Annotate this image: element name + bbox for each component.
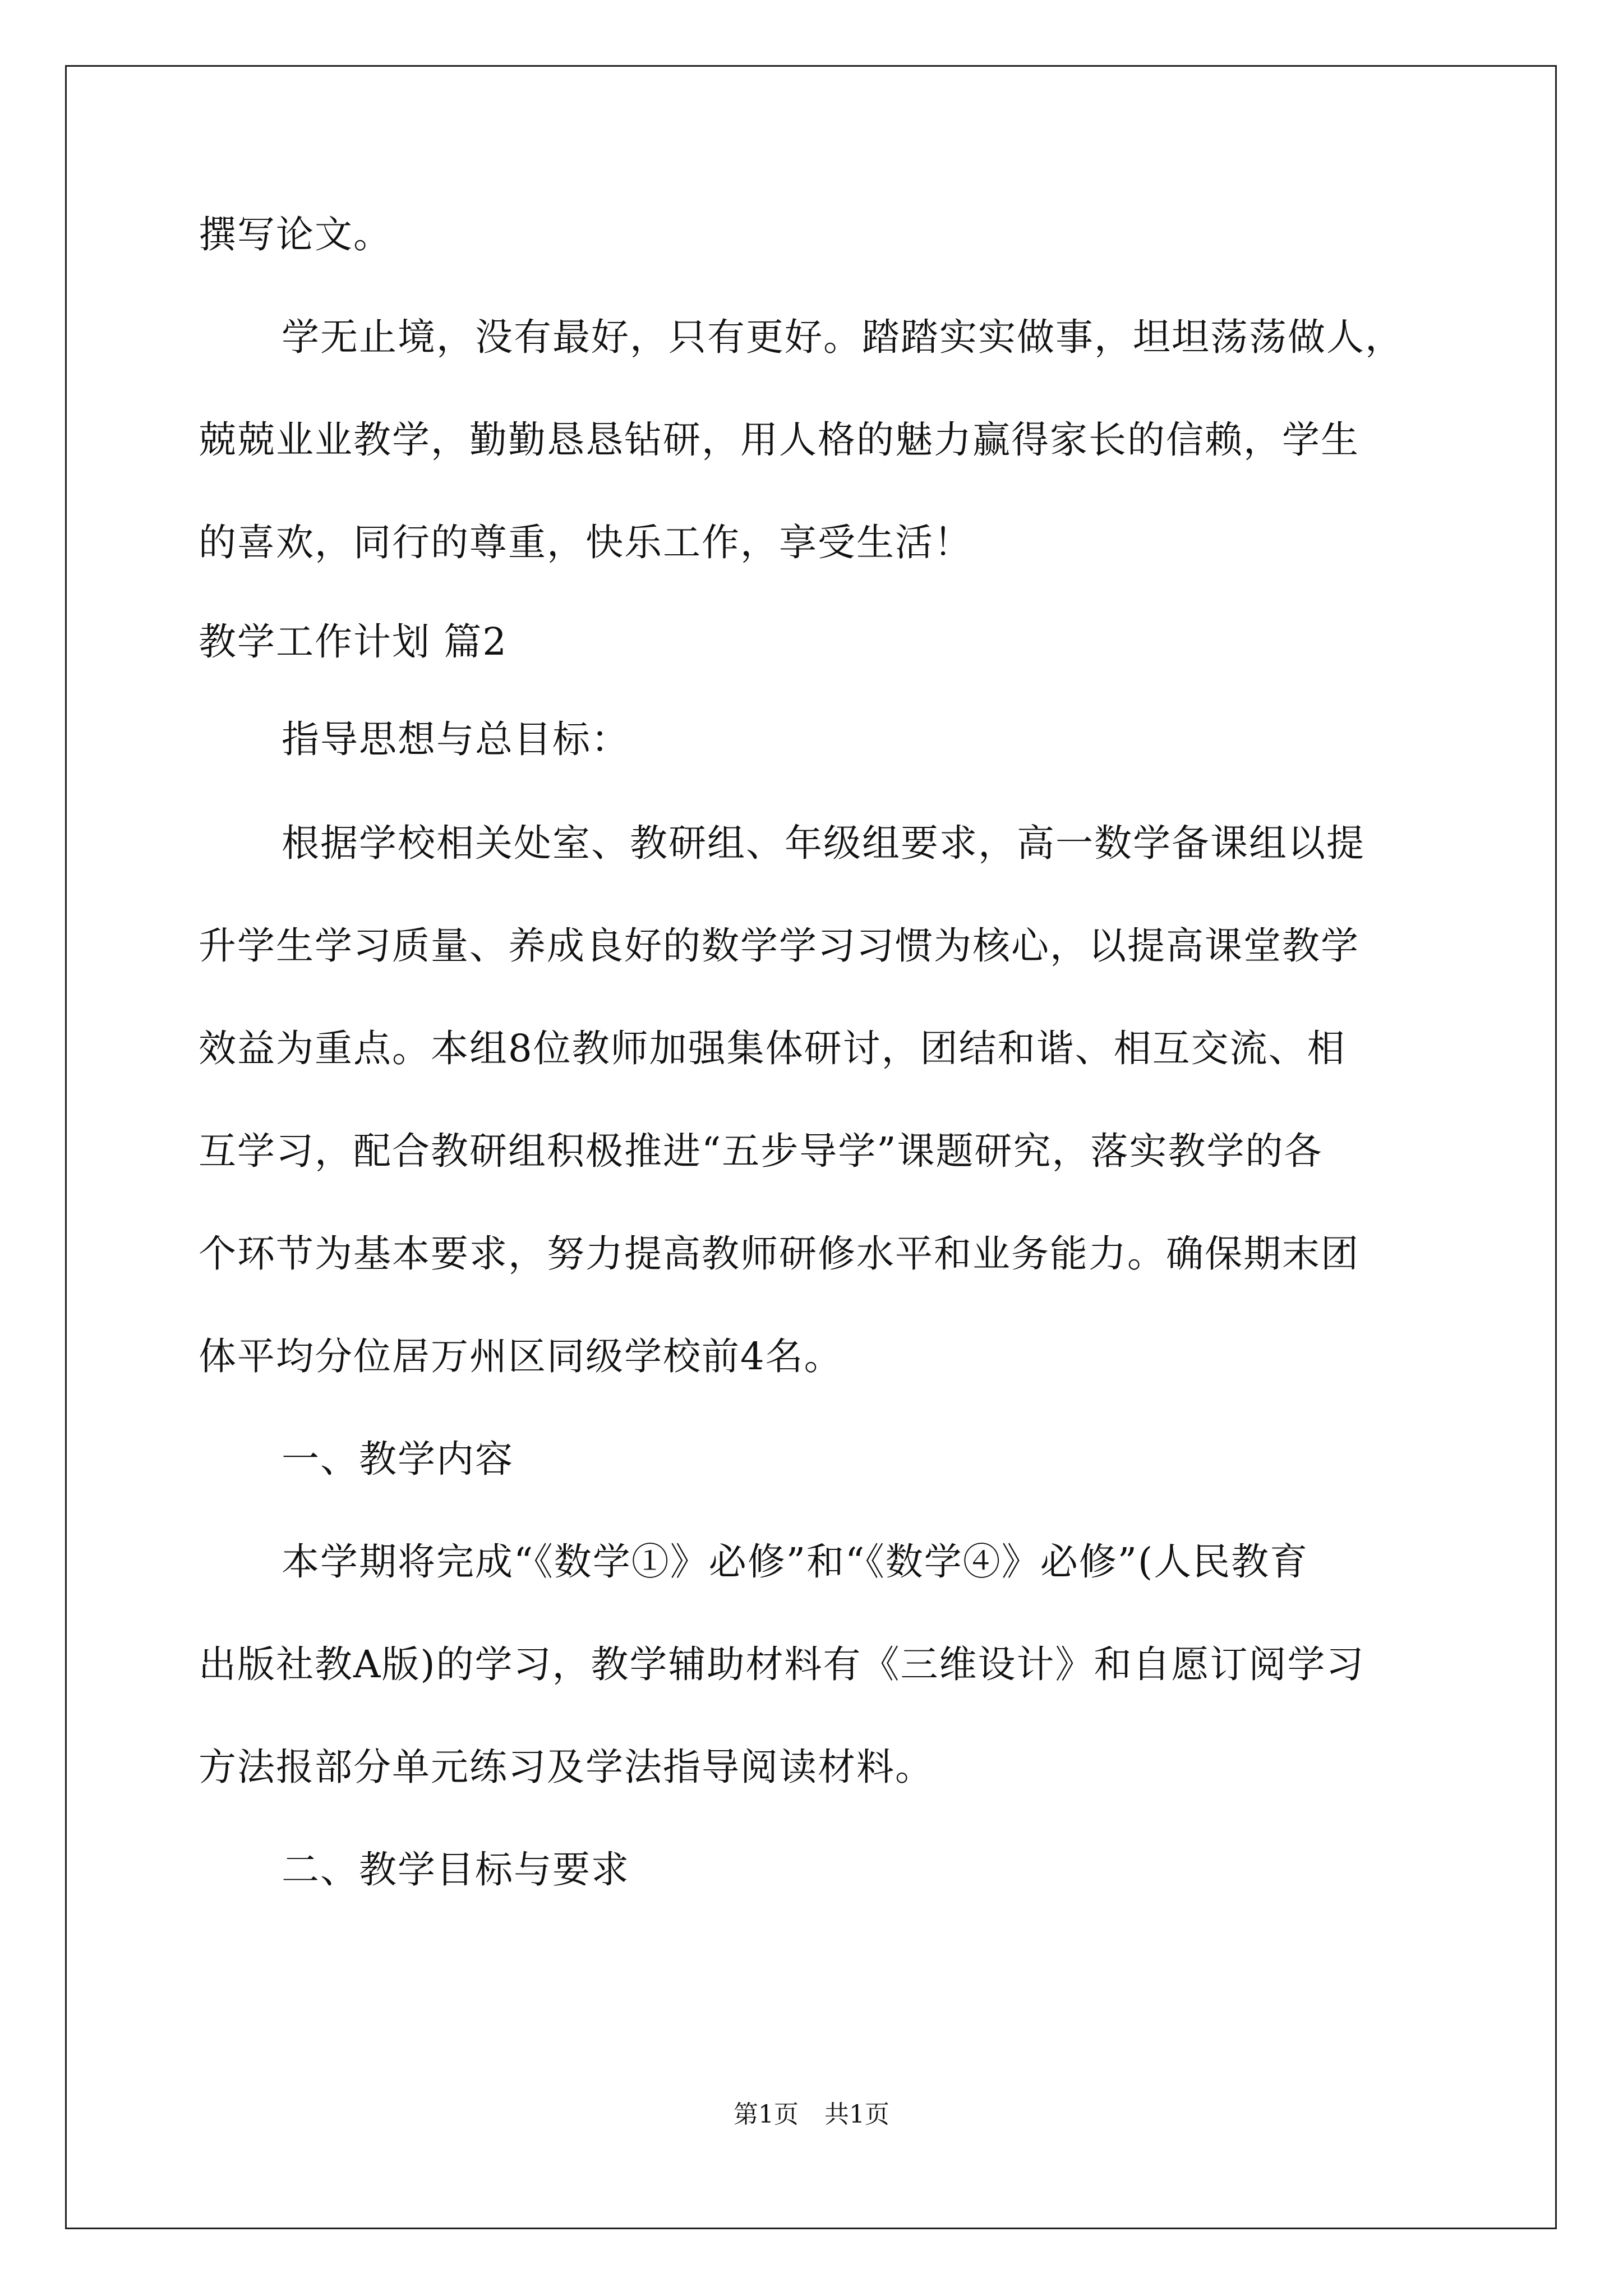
- paragraph-line: 二、教学目标与要求: [282, 1848, 630, 1892]
- page-number: 第1页: [734, 2100, 799, 2129]
- section-heading: 教学工作计划 篇2: [199, 620, 508, 664]
- page-footer: [0, 2094, 1623, 2130]
- paragraph-line: 的喜欢，同行的尊重，快乐工作，享受生活！: [199, 521, 972, 564]
- paragraph-line: 指导思想与总目标：: [282, 717, 630, 761]
- paragraph-line: 体平均分位居万州区同级学校前4名。: [199, 1335, 843, 1378]
- paragraph-line: 升学生学习质量、养成良好的数学学习习惯为核心，以提高课堂教学: [199, 924, 1359, 968]
- page-total: 共1页: [824, 2100, 889, 2129]
- paragraph-line: 根据学校相关处室、教研组、年级组要求，高一数学备课组以提: [282, 821, 1365, 865]
- paragraph-line: 一、教学内容: [282, 1437, 514, 1481]
- paragraph-line: 个环节为基本要求，努力提高教师研修水平和业务能力。确保期末团: [199, 1232, 1359, 1276]
- paragraph-line: 撰写论文。: [199, 213, 392, 256]
- paragraph-line: 学无止境，没有最好，只有更好。踏踏实实做事，坦坦荡荡做人，: [282, 315, 1404, 359]
- paragraph-line: 出版社教A版)的学习，教学辅助材料有《三维设计》和自愿订阅学习: [199, 1642, 1365, 1686]
- paragraph-line: 效益为重点。本组8位教师加强集体研讨，团结和谐、相互交流、相: [199, 1027, 1346, 1070]
- paragraph-line: 互学习，配合教研组积极推进“五步导学”课题研究，落实教学的各: [199, 1129, 1323, 1173]
- paragraph-line: 兢兢业业教学，勤勤恳恳钻研，用人格的魅力赢得家长的信赖，学生: [199, 418, 1359, 462]
- paragraph-line: 本学期将完成“《数学①》必修”和“《数学④》必修”(人民教育: [282, 1540, 1309, 1584]
- paragraph-line: 方法报部分单元练习及学法指导阅读材料。: [199, 1745, 934, 1789]
